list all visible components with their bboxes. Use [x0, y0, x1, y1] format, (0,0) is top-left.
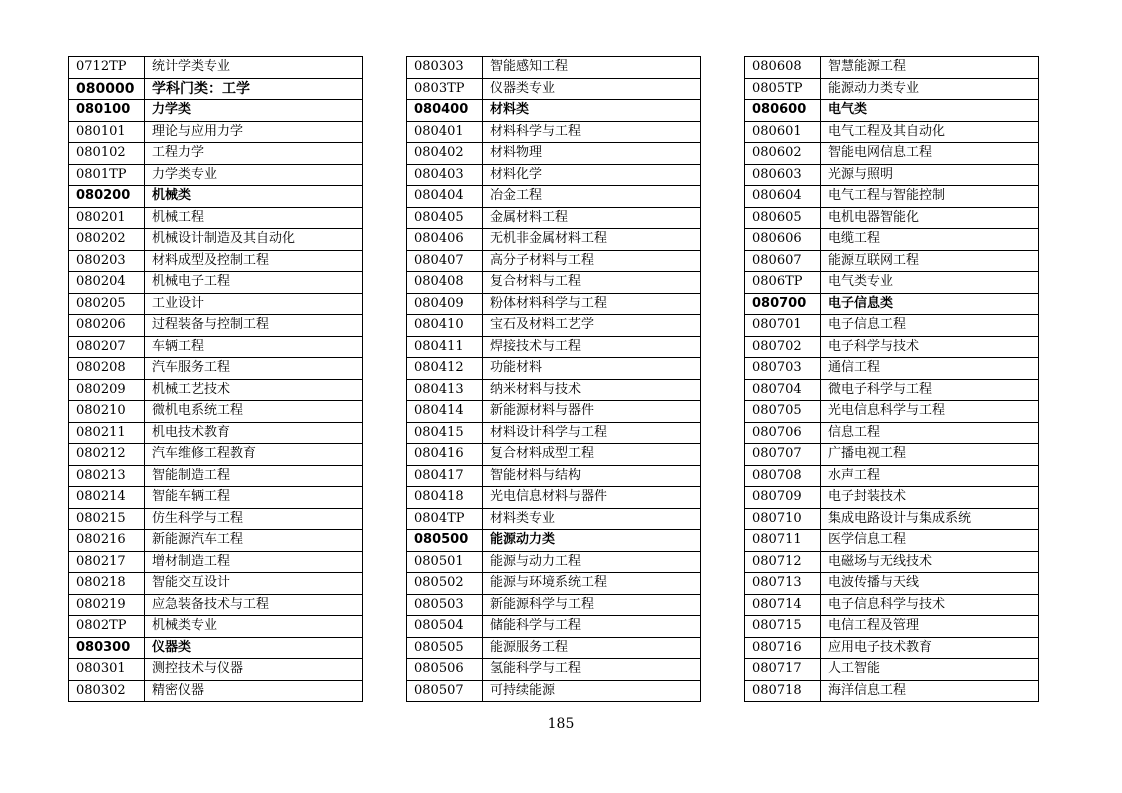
- major-row: [745, 637, 1039, 659]
- major-name: 应急装备技术与工程: [145, 594, 363, 616]
- major-row: [745, 57, 1039, 79]
- category-row: [69, 186, 363, 208]
- major-code: 080703: [745, 358, 821, 380]
- major-name: 可持续能源: [483, 680, 701, 702]
- major-name: 机械类: [145, 186, 363, 208]
- major-row: [69, 508, 363, 530]
- major-name: 增材制造工程: [145, 551, 363, 573]
- major-row: [745, 616, 1039, 638]
- major-name: 机械工艺技术: [145, 379, 363, 401]
- category-row: [69, 637, 363, 659]
- major-code: 080216: [69, 530, 145, 552]
- major-row: [407, 78, 701, 100]
- major-code: 080219: [69, 594, 145, 616]
- major-code: 080406: [407, 229, 483, 251]
- major-row: [407, 680, 701, 702]
- major-code: 080000: [69, 78, 145, 100]
- major-code: 080213: [69, 465, 145, 487]
- major-table-column-1: [68, 56, 363, 702]
- major-name: 能源与环境系统工程: [483, 573, 701, 595]
- major-code: 080705: [745, 401, 821, 423]
- major-row: [745, 121, 1039, 143]
- major-name: 纳米材料与技术: [483, 379, 701, 401]
- major-row: [407, 315, 701, 337]
- major-code: 080418: [407, 487, 483, 509]
- major-name: 材料科学与工程: [483, 121, 701, 143]
- major-code: 080413: [407, 379, 483, 401]
- major-row: [69, 272, 363, 294]
- major-name: 学科门类：工学: [145, 78, 363, 100]
- major-name: 微机电系统工程: [145, 401, 363, 423]
- major-code: 080507: [407, 680, 483, 702]
- major-row: [745, 530, 1039, 552]
- major-code: 080409: [407, 293, 483, 315]
- major-name: 应用电子技术教育: [821, 637, 1039, 659]
- major-name: 电气类: [821, 100, 1039, 122]
- major-code: 080414: [407, 401, 483, 423]
- major-code: 080602: [745, 143, 821, 165]
- major-name: 仿生科学与工程: [145, 508, 363, 530]
- major-name: 力学类: [145, 100, 363, 122]
- major-row: [407, 57, 701, 79]
- major-name: 电气工程及其自动化: [821, 121, 1039, 143]
- major-row: [69, 164, 363, 186]
- major-name: 电气工程与智能控制: [821, 186, 1039, 208]
- major-name: 机械电子工程: [145, 272, 363, 294]
- major-code: 080710: [745, 508, 821, 530]
- major-row: [407, 594, 701, 616]
- major-name: 光源与照明: [821, 164, 1039, 186]
- major-row: [407, 508, 701, 530]
- major-code: 080714: [745, 594, 821, 616]
- major-code: 080415: [407, 422, 483, 444]
- major-name: 通信工程: [821, 358, 1039, 380]
- major-row: [745, 444, 1039, 466]
- major-table-column-3: [744, 56, 1039, 702]
- major-name: 精密仪器: [145, 680, 363, 702]
- major-row: [745, 465, 1039, 487]
- major-code: 080300: [69, 637, 145, 659]
- major-row: [407, 637, 701, 659]
- major-name: 电子信息类: [821, 293, 1039, 315]
- major-name: 材料类专业: [483, 508, 701, 530]
- major-name: 冶金工程: [483, 186, 701, 208]
- major-row: [407, 229, 701, 251]
- major-code: 080400: [407, 100, 483, 122]
- major-code: 0803TP: [407, 78, 483, 100]
- major-name: 集成电路设计与集成系统: [821, 508, 1039, 530]
- major-code: 080204: [69, 272, 145, 294]
- major-code: 080403: [407, 164, 483, 186]
- major-row: [407, 444, 701, 466]
- major-name: 智能制造工程: [145, 465, 363, 487]
- major-name: 智能车辆工程: [145, 487, 363, 509]
- major-name: 能源服务工程: [483, 637, 701, 659]
- major-code: 080218: [69, 573, 145, 595]
- major-name: 材料设计科学与工程: [483, 422, 701, 444]
- major-code: 080700: [745, 293, 821, 315]
- major-name: 广播电视工程: [821, 444, 1039, 466]
- major-name: 水声工程: [821, 465, 1039, 487]
- major-name: 电子封装技术: [821, 487, 1039, 509]
- major-name: 电波传播与天线: [821, 573, 1039, 595]
- major-row: [407, 401, 701, 423]
- category-row: [745, 100, 1039, 122]
- major-name: 电信工程及管理: [821, 616, 1039, 638]
- major-code: 080410: [407, 315, 483, 337]
- major-name: 智能感知工程: [483, 57, 701, 79]
- major-code: 080715: [745, 616, 821, 638]
- major-code: 080502: [407, 573, 483, 595]
- major-name: 复合材料与工程: [483, 272, 701, 294]
- major-code: 080303: [407, 57, 483, 79]
- major-code: 080102: [69, 143, 145, 165]
- major-code: 080607: [745, 250, 821, 272]
- major-table-column-2: [406, 56, 701, 702]
- major-row: [407, 422, 701, 444]
- major-row: [745, 358, 1039, 380]
- major-code: 0802TP: [69, 616, 145, 638]
- major-row: [69, 143, 363, 165]
- major-code: 080302: [69, 680, 145, 702]
- major-name: 电气类专业: [821, 272, 1039, 294]
- major-name: 能源动力类专业: [821, 78, 1039, 100]
- major-row: [745, 508, 1039, 530]
- major-row: [407, 616, 701, 638]
- major-row: [407, 207, 701, 229]
- major-code: 080208: [69, 358, 145, 380]
- major-code: 080506: [407, 659, 483, 681]
- major-code: 080407: [407, 250, 483, 272]
- major-name: 理论与应用力学: [145, 121, 363, 143]
- major-code: 080500: [407, 530, 483, 552]
- major-row: [69, 659, 363, 681]
- major-code: 0806TP: [745, 272, 821, 294]
- major-name: 测控技术与仪器: [145, 659, 363, 681]
- major-code: 080505: [407, 637, 483, 659]
- page-number: 185: [547, 716, 575, 732]
- major-row: [745, 573, 1039, 595]
- major-row: [745, 229, 1039, 251]
- major-code: 080706: [745, 422, 821, 444]
- major-code: 080416: [407, 444, 483, 466]
- major-name: 无机非金属材料工程: [483, 229, 701, 251]
- major-code: 080605: [745, 207, 821, 229]
- major-row: [745, 594, 1039, 616]
- major-row: [69, 530, 363, 552]
- major-row: [407, 551, 701, 573]
- major-row: [69, 680, 363, 702]
- category-row: [69, 78, 363, 100]
- major-name: 工程力学: [145, 143, 363, 165]
- major-name: 机械工程: [145, 207, 363, 229]
- major-code: 080717: [745, 659, 821, 681]
- major-row: [407, 186, 701, 208]
- major-name: 信息工程: [821, 422, 1039, 444]
- major-code: 080405: [407, 207, 483, 229]
- major-row: [69, 250, 363, 272]
- major-code: 080606: [745, 229, 821, 251]
- major-code: 080412: [407, 358, 483, 380]
- major-row: [69, 293, 363, 315]
- major-row: [745, 207, 1039, 229]
- major-code: 080401: [407, 121, 483, 143]
- major-code: 080503: [407, 594, 483, 616]
- major-name: 高分子材料与工程: [483, 250, 701, 272]
- major-row: [407, 573, 701, 595]
- major-code: 080608: [745, 57, 821, 79]
- major-name: 材料类: [483, 100, 701, 122]
- major-name: 仪器类: [145, 637, 363, 659]
- major-row: [407, 164, 701, 186]
- major-row: [407, 487, 701, 509]
- major-row: [69, 444, 363, 466]
- major-name: 粉体材料科学与工程: [483, 293, 701, 315]
- major-name: 能源动力类: [483, 530, 701, 552]
- major-name: 电机电器智能化: [821, 207, 1039, 229]
- category-row: [407, 100, 701, 122]
- major-row: [745, 401, 1039, 423]
- major-row: [407, 121, 701, 143]
- major-row: [407, 379, 701, 401]
- major-code: 080100: [69, 100, 145, 122]
- major-name: 车辆工程: [145, 336, 363, 358]
- major-row: [69, 616, 363, 638]
- major-row: [69, 594, 363, 616]
- category-row: [69, 100, 363, 122]
- major-code: 080504: [407, 616, 483, 638]
- major-code: 080207: [69, 336, 145, 358]
- major-row: [745, 551, 1039, 573]
- major-row: [407, 465, 701, 487]
- major-code: 080212: [69, 444, 145, 466]
- major-name: 汽车服务工程: [145, 358, 363, 380]
- major-row: [69, 379, 363, 401]
- major-row: [745, 164, 1039, 186]
- major-row: [69, 315, 363, 337]
- major-code: 080603: [745, 164, 821, 186]
- major-name: 机电技术教育: [145, 422, 363, 444]
- major-row: [745, 422, 1039, 444]
- major-name: 机械类专业: [145, 616, 363, 638]
- major-name: 功能材料: [483, 358, 701, 380]
- major-name: 仪器类专业: [483, 78, 701, 100]
- major-name: 宝石及材料工艺学: [483, 315, 701, 337]
- major-code: 080707: [745, 444, 821, 466]
- major-name: 光电信息科学与工程: [821, 401, 1039, 423]
- major-code: 080712: [745, 551, 821, 573]
- major-name: 能源互联网工程: [821, 250, 1039, 272]
- major-code: 080501: [407, 551, 483, 573]
- major-name: 海洋信息工程: [821, 680, 1039, 702]
- major-row: [745, 272, 1039, 294]
- major-code: 080211: [69, 422, 145, 444]
- major-code: 080217: [69, 551, 145, 573]
- major-row: [69, 336, 363, 358]
- major-name: 人工智能: [821, 659, 1039, 681]
- major-name: 统计学类专业: [145, 57, 363, 79]
- major-name: 智慧能源工程: [821, 57, 1039, 79]
- major-code: 080417: [407, 465, 483, 487]
- major-code: 080702: [745, 336, 821, 358]
- major-code: 080601: [745, 121, 821, 143]
- major-code: 080206: [69, 315, 145, 337]
- major-row: [69, 465, 363, 487]
- major-name: 微电子科学与工程: [821, 379, 1039, 401]
- major-name: 新能源材料与器件: [483, 401, 701, 423]
- major-name: 氢能科学与工程: [483, 659, 701, 681]
- major-code: 080201: [69, 207, 145, 229]
- major-code: 080214: [69, 487, 145, 509]
- major-name: 能源与动力工程: [483, 551, 701, 573]
- major-name: 力学类专业: [145, 164, 363, 186]
- major-code: 080709: [745, 487, 821, 509]
- major-name: 电子科学与技术: [821, 336, 1039, 358]
- major-name: 电子信息科学与技术: [821, 594, 1039, 616]
- major-code: 080411: [407, 336, 483, 358]
- major-code: 080600: [745, 100, 821, 122]
- major-row: [407, 250, 701, 272]
- major-code: 080200: [69, 186, 145, 208]
- category-row: [407, 530, 701, 552]
- major-row: [69, 121, 363, 143]
- major-row: [407, 272, 701, 294]
- major-code: 080209: [69, 379, 145, 401]
- major-code: 0804TP: [407, 508, 483, 530]
- major-row: [407, 293, 701, 315]
- major-row: [745, 186, 1039, 208]
- major-code: 080604: [745, 186, 821, 208]
- major-name: 储能科学与工程: [483, 616, 701, 638]
- major-row: [745, 315, 1039, 337]
- major-name: 材料成型及控制工程: [145, 250, 363, 272]
- major-code: 080718: [745, 680, 821, 702]
- major-row: [745, 487, 1039, 509]
- major-code: 080203: [69, 250, 145, 272]
- major-row: [745, 336, 1039, 358]
- major-code: 080711: [745, 530, 821, 552]
- major-name: 电缆工程: [821, 229, 1039, 251]
- major-code: 080716: [745, 637, 821, 659]
- major-code: 080404: [407, 186, 483, 208]
- category-row: [745, 293, 1039, 315]
- major-code: 080408: [407, 272, 483, 294]
- major-name: 过程装备与控制工程: [145, 315, 363, 337]
- major-row: [69, 207, 363, 229]
- major-name: 机械设计制造及其自动化: [145, 229, 363, 251]
- major-name: 新能源汽车工程: [145, 530, 363, 552]
- major-row: [407, 659, 701, 681]
- major-name: 智能电网信息工程: [821, 143, 1039, 165]
- major-name: 材料化学: [483, 164, 701, 186]
- major-name: 材料物理: [483, 143, 701, 165]
- major-row: [407, 358, 701, 380]
- major-name: 新能源科学与工程: [483, 594, 701, 616]
- major-name: 光电信息材料与器件: [483, 487, 701, 509]
- major-name: 电磁场与无线技术: [821, 551, 1039, 573]
- major-row: [745, 659, 1039, 681]
- major-code: 080701: [745, 315, 821, 337]
- major-row: [69, 57, 363, 79]
- major-row: [745, 250, 1039, 272]
- major-row: [69, 422, 363, 444]
- major-row: [745, 379, 1039, 401]
- major-code: 080713: [745, 573, 821, 595]
- major-name: 焊接技术与工程: [483, 336, 701, 358]
- major-name: 复合材料成型工程: [483, 444, 701, 466]
- major-row: [745, 143, 1039, 165]
- major-name: 工业设计: [145, 293, 363, 315]
- major-name: 医学信息工程: [821, 530, 1039, 552]
- major-code: 080210: [69, 401, 145, 423]
- major-name: 汽车维修工程教育: [145, 444, 363, 466]
- major-code: 080708: [745, 465, 821, 487]
- major-row: [745, 78, 1039, 100]
- major-row: [69, 551, 363, 573]
- major-row: [69, 401, 363, 423]
- major-code: 0712TP: [69, 57, 145, 79]
- major-name: 电子信息工程: [821, 315, 1039, 337]
- major-name: 智能材料与结构: [483, 465, 701, 487]
- major-code: 080301: [69, 659, 145, 681]
- major-row: [69, 573, 363, 595]
- major-row: [69, 358, 363, 380]
- major-code: 0801TP: [69, 164, 145, 186]
- major-code: 080402: [407, 143, 483, 165]
- major-code: 080704: [745, 379, 821, 401]
- major-row: [745, 680, 1039, 702]
- major-row: [69, 229, 363, 251]
- major-code: 0805TP: [745, 78, 821, 100]
- major-name: 智能交互设计: [145, 573, 363, 595]
- major-code: 080101: [69, 121, 145, 143]
- major-row: [407, 336, 701, 358]
- major-code: 080202: [69, 229, 145, 251]
- major-row: [69, 487, 363, 509]
- major-row: [407, 143, 701, 165]
- major-code: 080215: [69, 508, 145, 530]
- major-name: 金属材料工程: [483, 207, 701, 229]
- major-code: 080205: [69, 293, 145, 315]
